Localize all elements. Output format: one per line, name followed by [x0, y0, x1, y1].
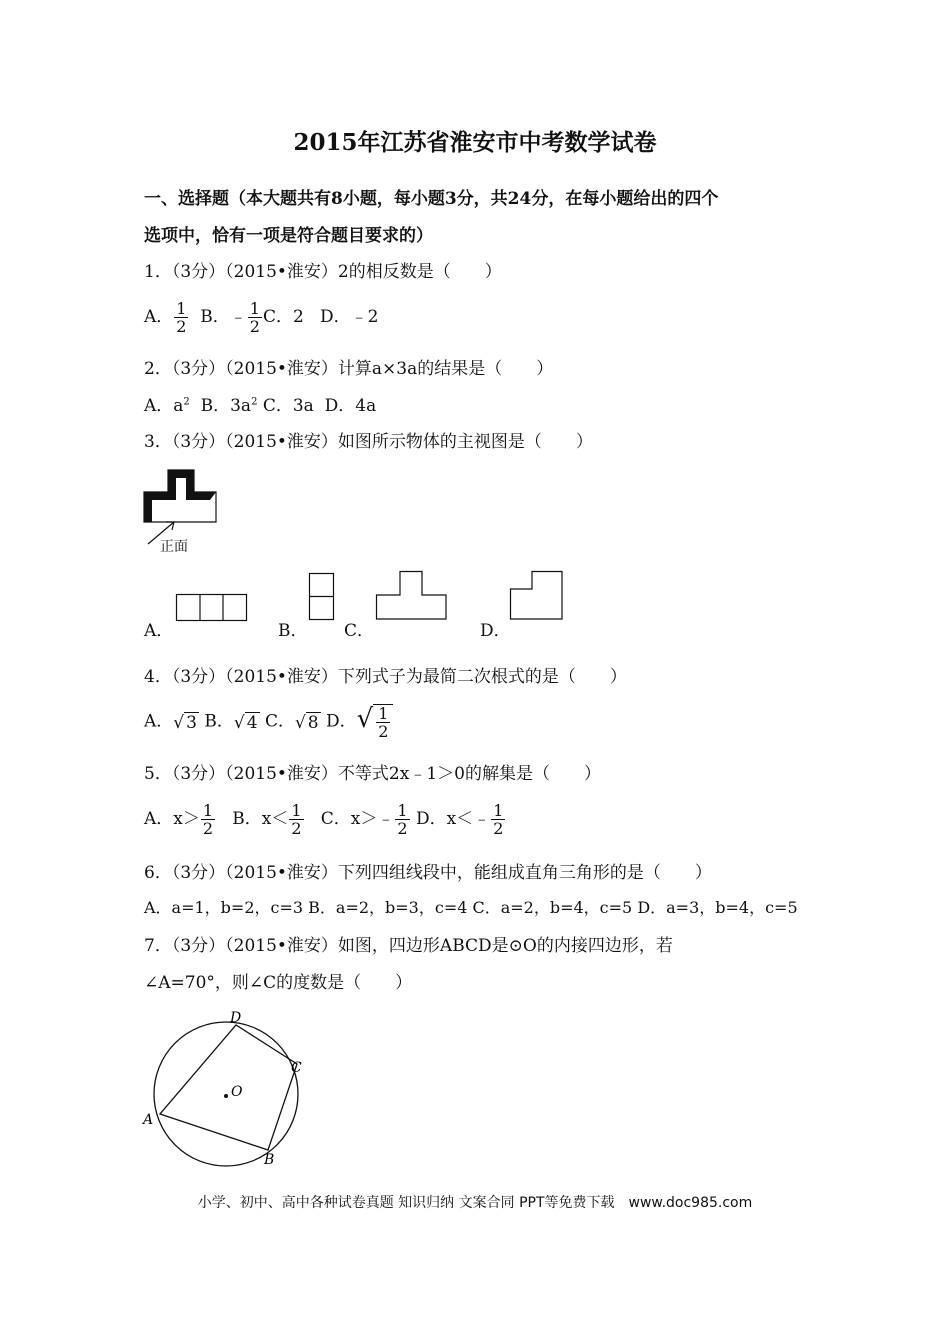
- q4-option-c-label: C．: [264, 711, 295, 732]
- q4-option-d-sqrt: √ $\frac{1}{2}$: [357, 704, 394, 740]
- q7-label-a: A: [143, 1112, 154, 1128]
- question-2-options: [144, 391, 376, 416]
- q5-option-c-label: C．x＞﹣: [320, 809, 395, 829]
- q3-option-c-figure: [376, 571, 448, 621]
- q4-option-c-sqrt: √ 8: [294, 712, 319, 733]
- q4-option-a-sqrt: √ 3: [173, 712, 197, 733]
- question-3-stem: 3．（3分）（2015•淮安）如图所示物体的主视图是（ ）: [144, 432, 593, 452]
- q5-option-a-fraction: $\frac{1}{2}$: [202, 801, 214, 838]
- q7-label-d: D: [230, 1010, 242, 1026]
- question-6-stem: 6．（3分）（2015•淮安）下列四组线段中，能组成直角三角形的是（ ）: [144, 863, 712, 883]
- q5-option-c-fraction: $\frac{1}{2}$: [397, 801, 408, 838]
- q4-option-a-label: A．: [144, 711, 174, 732]
- q2-option-c: C．3a: [262, 396, 314, 416]
- question-7-stem-line1: 7．（3分）（2015•淮安）如图，四边形ABCD是⊙O的内接四边形，若: [144, 936, 673, 956]
- q7-label-o: O: [231, 1084, 243, 1100]
- question-1-stem: 1．（3分）（2015•淮安）2的相反数是（ ）: [144, 262, 502, 282]
- q7-circle-figure: [140, 1008, 320, 1178]
- question-5-options: [144, 802, 506, 837]
- q5-option-d-label: D．x＜﹣: [415, 809, 491, 829]
- question-4-stem: 4．（3分）（2015•淮安）下列式子为最简二次根式的是（ ）: [144, 667, 627, 687]
- question-2-stem: 2．（3分）（2015•淮安）计算a×3a的结果是（ ）: [144, 359, 554, 379]
- q4-option-d-label: D．: [326, 711, 357, 732]
- q4-option-b-label: B．: [204, 711, 234, 732]
- question-5-stem: 5．（3分）（2015•淮安）不等式2x﹣1＞0的解集是（ ）: [144, 764, 601, 784]
- q3-figure-label: 正面: [160, 539, 188, 555]
- q2-option-b: B．$3a^2$: [200, 396, 258, 416]
- q1-option-a-label: A．: [144, 307, 174, 327]
- q3-option-a-figure: [176, 594, 248, 622]
- q3-option-c-label: C．: [344, 621, 375, 641]
- q1-option-b-fraction: $\frac{1}{2}$: [249, 299, 260, 336]
- q7-quadrilateral: [160, 1025, 297, 1150]
- page-title: 2015年江苏省淮安市中考数学试卷: [293, 129, 657, 156]
- q2-option-a: A．$a^2$: [144, 396, 190, 416]
- question-4-options: [144, 704, 393, 740]
- q5-option-b-label: B．x＜: [232, 809, 289, 829]
- q5-option-a-label: A．x＞: [144, 809, 200, 829]
- q4-option-b-sqrt: √ 4: [233, 712, 258, 733]
- q7-label-c: C: [291, 1060, 302, 1076]
- q3-option-b-figure: [309, 573, 335, 621]
- question-6-options: A．a=1，b=2，c=3 B．a=2，b=3，c=4 C．a=2，b=4，c=5 D．a=3，b=4，c=5: [144, 898, 798, 917]
- q2-option-d: D．4a: [324, 396, 377, 416]
- q1-option-a-fraction: $\frac{1}{2}$: [176, 299, 187, 336]
- q1-option-c: C．2: [262, 307, 304, 327]
- q3-option-d-figure: [510, 571, 564, 621]
- q3-option-b-label: B．: [278, 621, 308, 641]
- q3-option-a-label: A．: [144, 621, 174, 641]
- question-1-options: [144, 300, 378, 335]
- page-footer: 小学、初中、高中各种试卷真题 知识归纳 文案合同 PPT等免费下载 www.doc985.com: [197, 1195, 753, 1211]
- q3-option-d-label: D．: [480, 621, 511, 641]
- section-heading-line1: 一、选择题（本大题共有8小题，每小题3分，共24分，在每小题给出的四个: [144, 189, 719, 209]
- q5-option-d-fraction: $\frac{1}{2}$: [493, 801, 504, 838]
- question-7-stem-line2: ∠A=70°，则∠C的度数是（ ）: [144, 973, 413, 993]
- q1-option-b-label: B．: [200, 307, 230, 327]
- q1-option-d: D．﹣2: [320, 307, 379, 327]
- q5-option-b-fraction: $\frac{1}{2}$: [291, 801, 302, 838]
- q1-option-b-sign: ﹣: [229, 307, 247, 327]
- section-heading-line2: 选项中，恰有一项是符合题目要求的）: [144, 226, 433, 246]
- q7-label-b: B: [264, 1152, 275, 1168]
- q7-center-dot: [224, 1094, 228, 1098]
